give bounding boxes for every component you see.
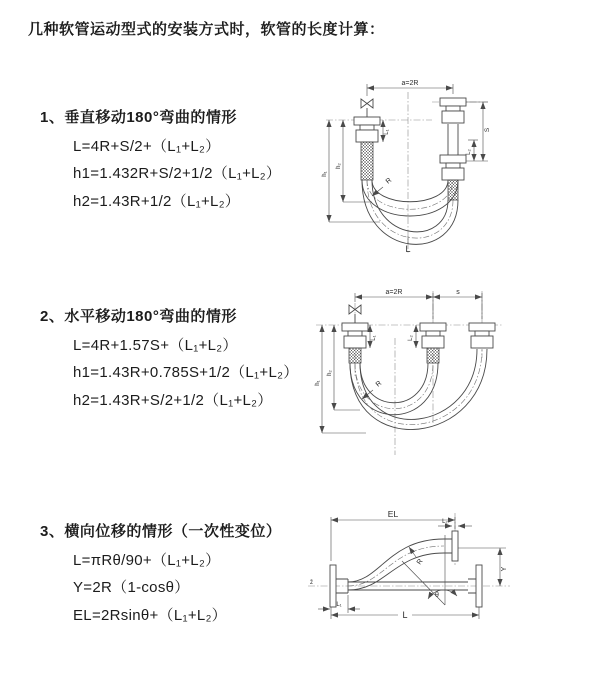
- label-l2: L₂: [408, 335, 414, 341]
- label-theta: θ: [435, 592, 439, 599]
- label-l1: L₁: [336, 602, 342, 608]
- formula-line: h1=1.432R+S/2+1/2（L₁+L₂）: [73, 165, 282, 183]
- left-fitting: [354, 117, 380, 180]
- dimension-s: [433, 289, 482, 297]
- section-2-heading: 2、水平移动180°弯曲的情形: [40, 308, 237, 325]
- upper-flange: [444, 531, 458, 561]
- label-l: L: [402, 610, 408, 620]
- formula-line: L=4R+1.57S+（L₁+L₂）: [73, 337, 238, 354]
- centerline-mark: z̄: [310, 580, 313, 586]
- label-l2: L₂: [466, 149, 472, 155]
- dimension-l1: [383, 120, 390, 142]
- section-1-heading: 1、垂直移动180°弯曲的情形: [40, 109, 237, 126]
- label-l: L: [405, 244, 411, 254]
- dimension-l1: [370, 325, 377, 348]
- section-3-heading: 3、横向位移的情形（一次性变位）: [40, 523, 282, 540]
- dimension-l2: [466, 140, 478, 161]
- hose-position-1: [362, 180, 458, 216]
- formula-line: h2=1.43R+S/2+1/2（L₁+L₂）: [73, 391, 273, 409]
- section-3-formulas: [40, 547, 281, 629]
- label-r: R: [374, 379, 384, 389]
- label-y: Y: [501, 566, 508, 572]
- section-2-formulas: [40, 332, 299, 414]
- right-fitting: [469, 323, 495, 348]
- formula-line: Y=2R（1-cosθ）: [73, 579, 190, 597]
- label-a2r: a=2R: [401, 80, 419, 87]
- hose-position-2: [362, 180, 458, 244]
- dimension-a2r: [367, 80, 453, 96]
- label-l1: L₁: [371, 335, 377, 341]
- horizontal-bend-drawing: [308, 283, 592, 463]
- right-fittings: [440, 98, 466, 200]
- dimension-l2: [408, 325, 416, 348]
- label-r: R: [384, 176, 394, 186]
- section-lateral-displacement: [40, 522, 281, 629]
- label-el: EL: [387, 509, 399, 519]
- diagram-vertical-movement: [320, 72, 592, 257]
- hose-position-2: [350, 349, 487, 430]
- label-h1: h₁: [315, 380, 321, 386]
- label-s: s: [456, 289, 460, 296]
- formula-line: h2=1.43R+1/2（L₁+L₂）: [73, 192, 241, 210]
- vertical-bend-drawing: [320, 72, 592, 257]
- dimension-l1: [318, 595, 360, 613]
- label-l2: L₂: [442, 519, 448, 525]
- dimension-y: [458, 548, 508, 586]
- valve-icon: [361, 99, 373, 117]
- section-1-formulas: [40, 133, 281, 215]
- label-a2r: a=2R: [385, 289, 403, 296]
- label-h1: h₁: [322, 171, 328, 177]
- left-fitting: [342, 323, 368, 363]
- label-r: R: [415, 557, 425, 567]
- middle-fitting: [420, 323, 446, 363]
- dimension-a2r: [355, 289, 482, 319]
- diagram-lateral-displacement: [300, 505, 592, 650]
- formula-line: h1=1.43R+0.785S+1/2（L₁+L₂）: [73, 364, 299, 382]
- section-horizontal-movement: [40, 307, 299, 414]
- label-s: S: [484, 127, 491, 133]
- lateral-displacement-drawing: [300, 505, 592, 650]
- label-l1: L₁: [384, 129, 390, 135]
- formula-line: L=πRθ/90+（L₁+L₂）: [73, 552, 221, 569]
- label-h2: h₂: [327, 370, 333, 376]
- radius-leader: [409, 547, 425, 566]
- formula-line: L=4R+S/2+（L₁+L₂）: [73, 138, 221, 155]
- length-label: [405, 236, 410, 254]
- diagram-horizontal-movement: [308, 283, 592, 463]
- section-vertical-movement: [40, 108, 281, 215]
- label-h2: h₂: [336, 163, 342, 169]
- page-title: 几种软管运动型式的安装方式时，软管的长度计算：: [28, 21, 385, 38]
- centerlines: [316, 291, 503, 455]
- formula-line: EL=2Rsinθ+（L₁+L₂）: [73, 606, 227, 624]
- radius-leader: [372, 177, 393, 196]
